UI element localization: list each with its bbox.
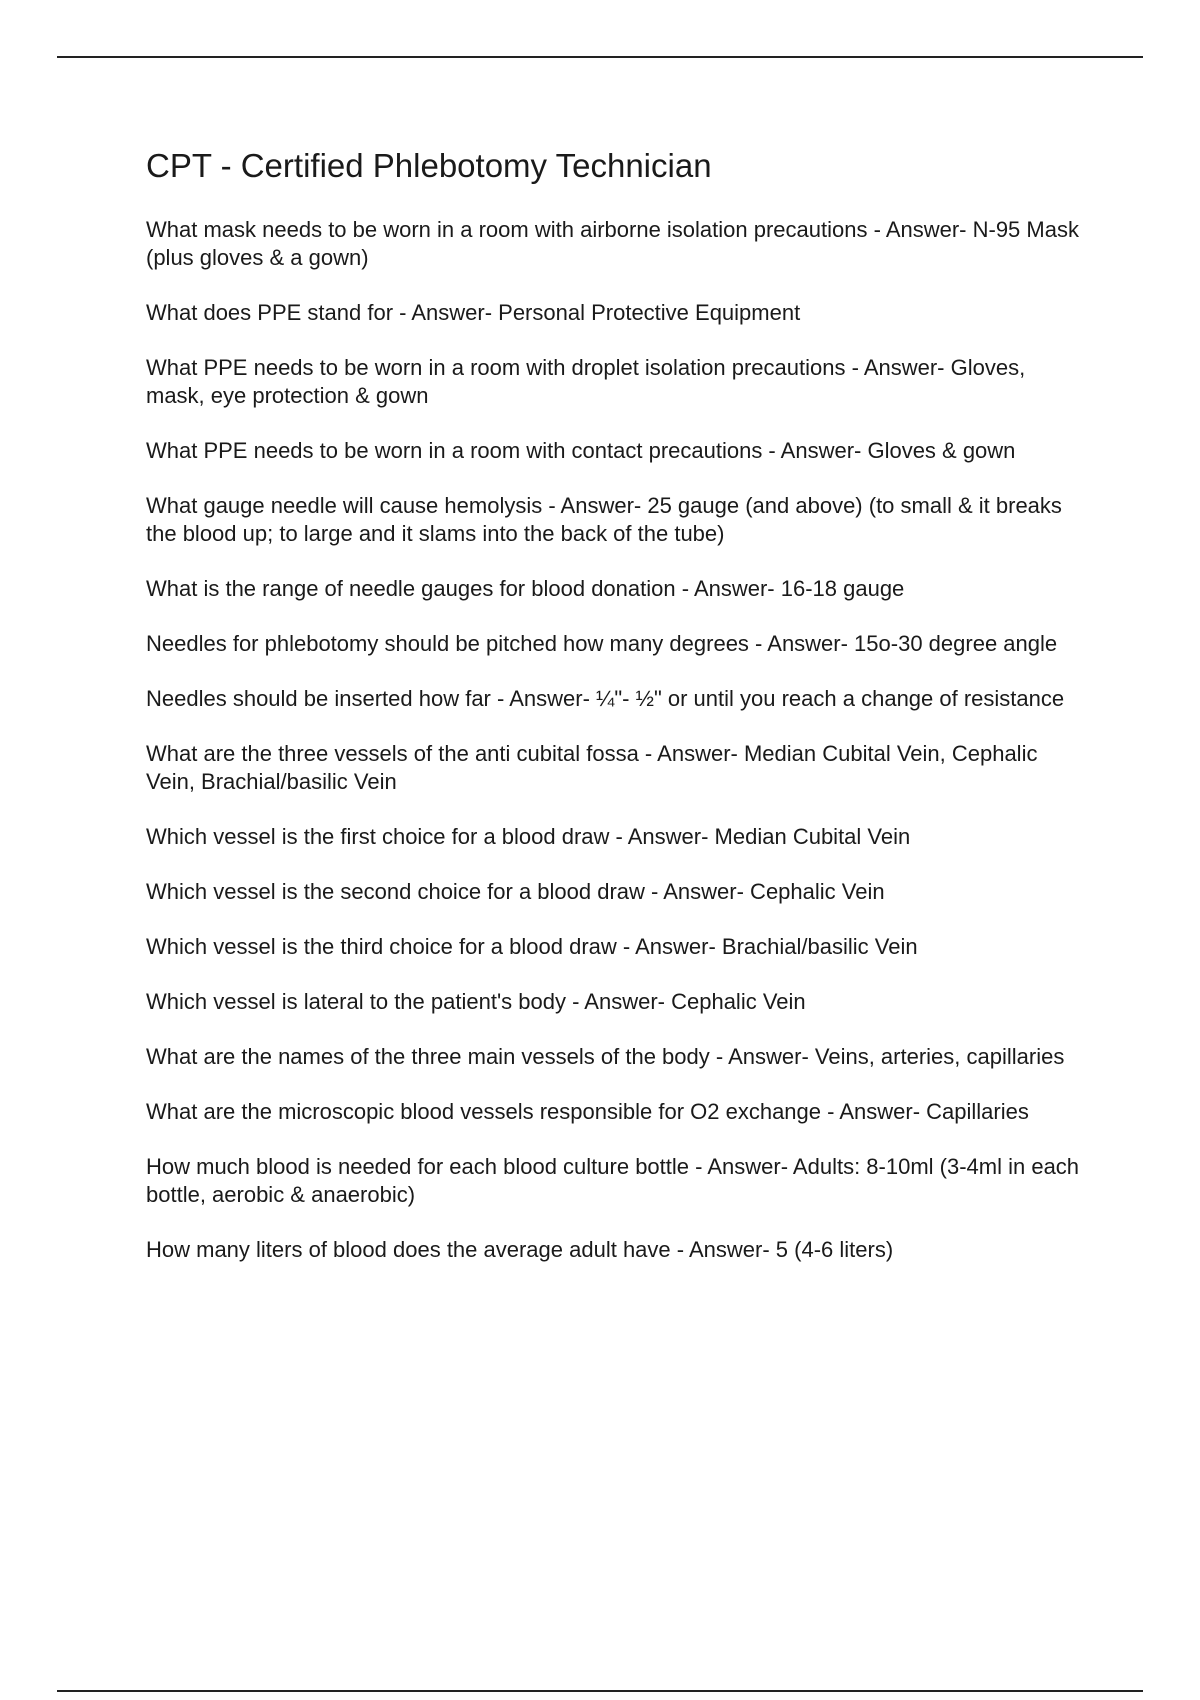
qa-list	[146, 216, 1086, 1264]
document-body	[146, 142, 1086, 1291]
header-rule	[57, 56, 1143, 58]
qa-item: What PPE needs to be worn in a room with contact precautions - Answer- Gloves & gown	[146, 438, 1016, 463]
footer-rule	[57, 1690, 1143, 1692]
qa-item: Needles should be inserted how far - Answer- ¼"- ½" or until you reach a change of resistance	[146, 686, 1065, 711]
qa-item: What are the names of the three main vessels of the body - Answer- Veins, arteries, capillaries	[146, 1044, 1065, 1069]
qa-item: Which vessel is the third choice for a blood draw - Answer- Brachial/basilic Vein	[146, 934, 918, 959]
qa-item: What does PPE stand for - Answer- Personal Protective Equipment	[146, 300, 801, 325]
qa-item: Which vessel is the second choice for a blood draw - Answer- Cephalic Vein	[146, 879, 885, 904]
qa-item: Which vessel is the first choice for a blood draw - Answer- Median Cubital Vein	[146, 824, 911, 849]
qa-item: What gauge needle will cause hemolysis - Answer- 25 gauge (and above) (to small & it breaks the blood up; to large and it slams into the back of the tube)	[146, 493, 1062, 546]
qa-item: Needles for phlebotomy should be pitched how many degrees - Answer- 15o-30 degree angle	[146, 631, 1058, 656]
qa-item: How much blood is needed for each blood culture bottle - Answer- Adults: 8-10ml (3-4ml in each bottle, aerobic & anaerobic)	[146, 1154, 1080, 1207]
document-title: CPT - Certified Phlebotomy Technician	[146, 147, 712, 184]
qa-item: What is the range of needle gauges for blood donation - Answer- 16-18 gauge	[146, 576, 905, 601]
qa-item: Which vessel is lateral to the patient's body - Answer- Cephalic Vein	[146, 989, 806, 1014]
qa-item: What are the microscopic blood vessels responsible for O2 exchange - Answer- Capillaries	[146, 1099, 1029, 1124]
qa-item: What mask needs to be worn in a room with airborne isolation precautions - Answer- N-95 Mask (plus gloves & a gown)	[146, 217, 1079, 270]
qa-item: What are the three vessels of the anti cubital fossa - Answer- Median Cubital Vein, Cephalic Vein, Brachial/basilic Vein	[146, 741, 1038, 794]
qa-item: How many liters of blood does the average adult have - Answer- 5 (4-6 liters)	[146, 1237, 894, 1262]
qa-item: What PPE needs to be worn in a room with droplet isolation precautions - Answer- Gloves, mask, eye protection & gown	[146, 355, 1026, 408]
